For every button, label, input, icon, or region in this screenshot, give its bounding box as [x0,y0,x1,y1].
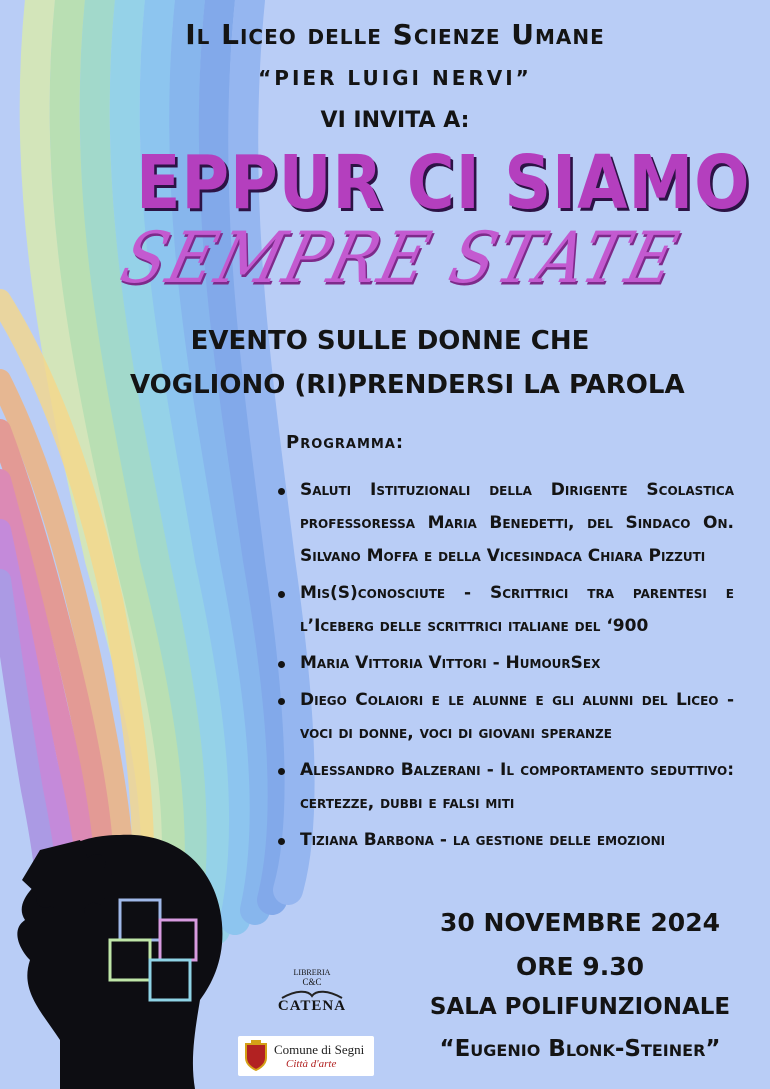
event-subtitle-line-1: EVENTO SULLE DONNE CHE [190,326,590,356]
comune-tagline: Città d'arte [286,1058,337,1070]
program-item: Alessandro Balzerani - Il comportamento seduttivo: certezze, dubbi e falsi miti [274,754,734,820]
libreria-name: CATENA [277,998,347,1014]
event-title-script: SEMPRE STATE [113,218,687,300]
program-item: Diego Colaiori e le alunne e gli alunni del Liceo - voci di donne, voci di giovani speranze [274,684,734,750]
program-item: Maria Vittoria Vittori - HumourSex [274,647,734,680]
libreria-initials: C&C [302,977,322,987]
program-item: Saluti Istituzionali della Dirigente Scolastica professoressa Maria Benedetti, del Sindaco On. Silvano Moffa e della Vicesindaca Chiara Pizzuti [274,474,734,573]
school-title: “PIER LUIGI NERVI” [258,66,532,90]
coat-of-arms-icon [242,1040,270,1072]
event-venue-name: “Eugenio Blonk-Steiner” [439,1036,721,1062]
libreria-label: LIBRERIA [293,968,331,977]
program-heading: Programma: [286,432,405,453]
event-venue: SALA POLIFUNZIONALE [429,994,731,1020]
program-item: Tiziana Barbona - la gestione delle emozioni [274,824,734,857]
program-item: Mis(S)conosciute - Scrittrici tra parentesi e l’Iceberg delle scrittrici italiane del ‘900 [274,577,734,643]
libreria-catena-logo [272,968,352,1018]
comune-name: Comune di Segni [274,1042,365,1057]
event-title-main: EPPUR CI SIAMO [136,140,751,226]
event-time: ORE 9.30 [516,952,644,981]
school-name-line: Il Liceo delle Scienze Umane [185,18,605,51]
event-date: 30 NOVEMBRE 2024 [440,908,720,937]
event-subtitle-line-2: VOGLIONO (RI)PRENDERSI LA PAROLA [130,370,685,400]
comune-di-segni-logo [238,1036,374,1076]
invite-text: VI INVITA A: [320,108,470,133]
program-list [274,474,734,861]
